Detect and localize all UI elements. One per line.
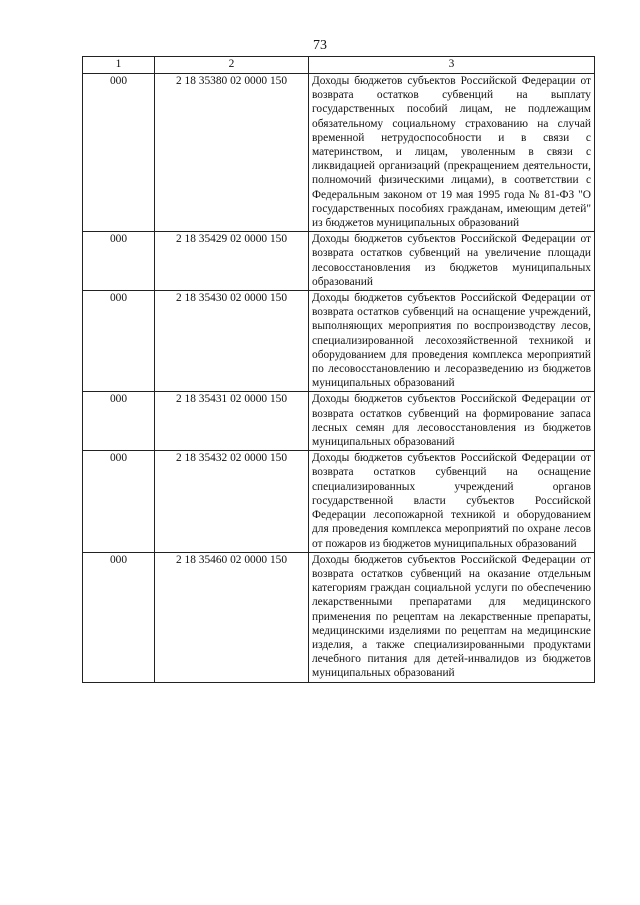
table-row [83, 552, 595, 682]
admin-code-cell: 000 [83, 232, 155, 291]
page-number: 73 [313, 38, 327, 53]
budget-code-cell: 2 18 35431 02 0000 150 [155, 392, 309, 451]
table-row [83, 74, 595, 232]
header-col-2: 2 [155, 57, 309, 74]
budget-code-cell: 2 18 35380 02 0000 150 [155, 74, 309, 232]
description-cell: Доходы бюджетов субъектов Российской Федерации от возврата остатков субвенций на оснащение учреждений, выполняющих мероприятия по воспроизводству лесов, специализированной лесохозяйственной техникой и оборудованием для проведения комплекса мероприятий по лесовосстановлению и лесоразведению из бюджетов муниципальных образований [309, 291, 595, 392]
header-col-3: 3 [309, 57, 595, 74]
table-row [83, 232, 595, 291]
admin-code-cell: 000 [83, 74, 155, 232]
description-cell: Доходы бюджетов субъектов Российской Федерации от возврата остатков субвенций на увеличение площади лесовосстановления из бюджетов муниципальных образований [309, 232, 595, 291]
admin-code-cell: 000 [83, 552, 155, 682]
description-cell: Доходы бюджетов субъектов Российской Федерации от возврата остатков субвенций на оснащение специализированных учреждений органов государственной власти субъектов Российской Федерации лесопожарной техникой и оборудованием для проведения комплекса мероприятий по охране лесов от пожаров из бюджетов муниципальных образований [309, 451, 595, 552]
table-header-row [83, 57, 595, 74]
table-row [83, 392, 595, 451]
description-cell: Доходы бюджетов субъектов Российской Федерации от возврата остатков субвенций на выплату государственных пособий лицам, не подлежащим обязательному социальному страхованию на случай временной нетрудоспособности и в связи с материнством, и лицам, уволенным в связи с ликвидацией организаций (прекращением деятельности, полномочий физическими лицами), в соответствии с Федеральным законом от 19 мая 1995 года № 81-ФЗ "О государственных пособиях гражданам, имеющим детей" из бюджетов муниципальных образований [309, 74, 595, 232]
admin-code-cell: 000 [83, 291, 155, 392]
budget-code-cell: 2 18 35432 02 0000 150 [155, 451, 309, 552]
header-col-1: 1 [83, 57, 155, 74]
admin-code-cell: 000 [83, 451, 155, 552]
table-row [83, 291, 595, 392]
budget-code-cell: 2 18 35430 02 0000 150 [155, 291, 309, 392]
description-cell: Доходы бюджетов субъектов Российской Федерации от возврата остатков субвенций на оказание отдельным категориям граждан социальной услуги по обеспечению лекарственными препаратами для медицинского применения по рецептам на лекарственные препараты, медицинскими изделиями по рецептам на медицинские изделия, а также специализированными продуктами лечебного питания для детей-инвалидов из бюджетов муниципальных образований [309, 552, 595, 682]
budget-code-cell: 2 18 35429 02 0000 150 [155, 232, 309, 291]
table-row [83, 451, 595, 552]
description-cell: Доходы бюджетов субъектов Российской Федерации от возврата остатков субвенций на формирование запаса лесных семян для лесовосстановления из бюджетов муниципальных образований [309, 392, 595, 451]
budget-code-cell: 2 18 35460 02 0000 150 [155, 552, 309, 682]
admin-code-cell: 000 [83, 392, 155, 451]
budget-codes-table [82, 56, 595, 683]
